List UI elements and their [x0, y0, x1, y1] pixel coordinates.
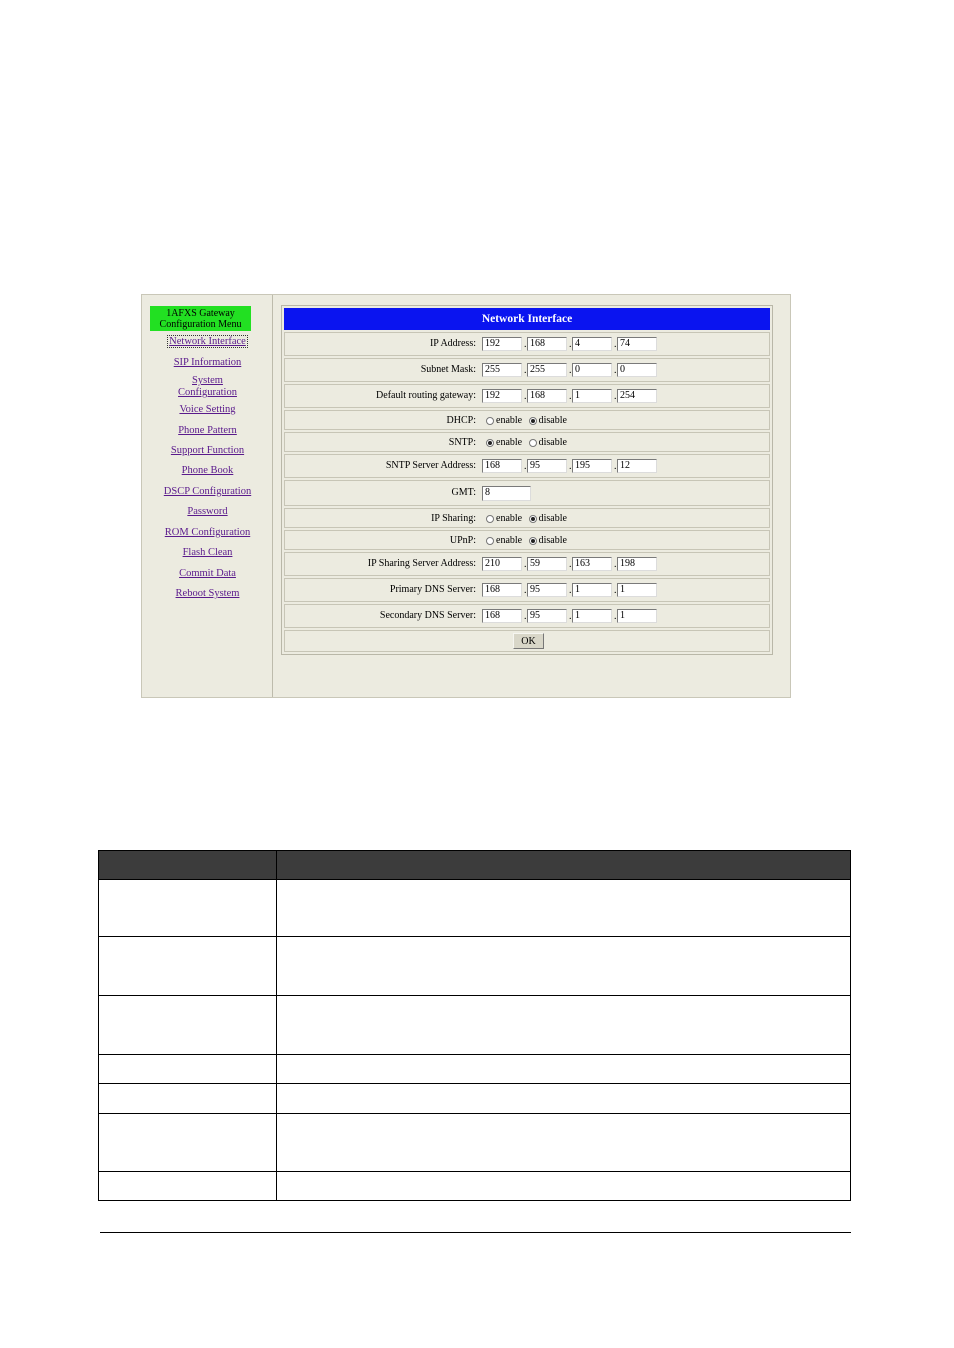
primary-dns-octet-2[interactable]: 95: [527, 583, 567, 597]
ip-address-row: IP Address: 192 . 168 . 4 . 74: [284, 332, 770, 356]
secondary-dns-label: Secondary DNS Server:: [379, 610, 476, 621]
table-row: [99, 996, 851, 1055]
sidebar-item-flash-clean[interactable]: Flash Clean: [182, 547, 233, 558]
table-header-row: [99, 851, 851, 880]
sidebar-item-phone-pattern[interactable]: Phone Pattern: [178, 425, 237, 436]
upnp-enable-radio[interactable]: [486, 537, 494, 545]
sidebar-item-network-interface[interactable]: [142, 336, 273, 348]
ip-sharing-row: [284, 508, 770, 528]
table-header-cell: [99, 851, 277, 880]
upnp-label: UPnP:: [449, 535, 476, 546]
ip-address-octet-3[interactable]: 4: [572, 337, 612, 351]
upnp-row: [284, 530, 770, 550]
sntp-server-octet-2[interactable]: 95: [527, 459, 567, 473]
ip-address-octet-2[interactable]: 168: [527, 337, 567, 351]
sntp-server-octet-3[interactable]: 195: [572, 459, 612, 473]
secondary-dns-octet-4[interactable]: 1: [617, 609, 657, 623]
sntp-server-label: SNTP Server Address:: [385, 460, 476, 471]
default-gateway-label: Default routing gateway:: [376, 390, 476, 401]
sntp-disable-radio[interactable]: [529, 439, 537, 447]
sidebar-item-support-function[interactable]: Support Function: [170, 445, 245, 456]
sntp-server-row: SNTP Server Address: 168 . 95 . 195 . 12: [284, 454, 770, 478]
menu-title-line2: Configuration Menu: [159, 319, 242, 330]
secondary-dns-octet-2[interactable]: 95: [527, 609, 567, 623]
ip-sharing-server-octet-4[interactable]: 198: [617, 557, 657, 571]
ip-sharing-enable-radio[interactable]: [486, 515, 494, 523]
ip-address-label: IP Address:: [429, 338, 476, 349]
dhcp-disable-label: disable: [538, 415, 567, 426]
sidebar-item-reboot-system[interactable]: Reboot System: [175, 588, 240, 599]
sntp-enable-label: enable: [496, 437, 523, 448]
secondary-dns-octet-1[interactable]: 168: [482, 609, 522, 623]
ip-address-octet-1[interactable]: 192: [482, 337, 522, 351]
table-row: [99, 937, 851, 996]
dhcp-label: DHCP:: [446, 415, 476, 426]
sntp-row: [284, 432, 770, 452]
default-gateway-row: Default routing gateway: 192 . 168 . 1 . 254: [284, 384, 770, 408]
secondary-dns-octet-3[interactable]: 1: [572, 609, 612, 623]
dhcp-row: [284, 410, 770, 430]
ip-sharing-server-label: IP Sharing Server Address:: [367, 558, 476, 569]
ip-sharing-label: IP Sharing:: [431, 513, 476, 524]
sntp-disable-label: disable: [538, 437, 567, 448]
sntp-server-octet-1[interactable]: 168: [482, 459, 522, 473]
sntp-label: SNTP:: [448, 437, 476, 448]
secondary-dns-row: Secondary DNS Server: 168 . 95 . 1 . 1: [284, 604, 770, 628]
upnp-disable-radio[interactable]: [529, 537, 537, 545]
upnp-disable-label: disable: [538, 535, 567, 546]
ip-sharing-disable-label: disable: [538, 513, 567, 524]
default-gateway-octet-4[interactable]: 254: [617, 389, 657, 403]
sidebar-item-voice-setting[interactable]: Voice Setting: [179, 404, 236, 415]
sidebar-item-sip-information[interactable]: SIP Information: [173, 357, 242, 368]
ip-sharing-server-octet-1[interactable]: 210: [482, 557, 522, 571]
sidebar-item-password[interactable]: Password: [187, 506, 228, 517]
ip-address-octet-4[interactable]: 74: [617, 337, 657, 351]
primary-dns-label: Primary DNS Server:: [389, 584, 476, 595]
ok-button[interactable]: OK: [513, 633, 544, 649]
default-gateway-octet-1[interactable]: 192: [482, 389, 522, 403]
screenshot-figure: [141, 294, 791, 698]
network-interface-panel: [281, 305, 773, 655]
sidebar-item-label: Network Interface: [169, 336, 246, 347]
ip-sharing-disable-radio[interactable]: [529, 515, 537, 523]
table-row: [99, 1114, 851, 1172]
dhcp-enable-radio[interactable]: [486, 417, 494, 425]
primary-dns-octet-4[interactable]: 1: [617, 583, 657, 597]
footer-rule: [100, 1232, 851, 1233]
menu-title: [150, 306, 251, 331]
sidebar-item-system[interactable]: System: [192, 375, 223, 386]
sidebar-item-configuration[interactable]: Configuration: [178, 387, 237, 398]
primary-dns-octet-3[interactable]: 1: [572, 583, 612, 597]
table-header-cell: [277, 851, 851, 880]
ip-sharing-server-octet-2[interactable]: 59: [527, 557, 567, 571]
menu-title-line1: 1AFXS Gateway: [166, 308, 235, 319]
sidebar-item-rom-configuration[interactable]: ROM Configuration: [164, 527, 251, 538]
subnet-mask-octet-1[interactable]: 255: [482, 363, 522, 377]
subnet-mask-octet-3[interactable]: 0: [572, 363, 612, 377]
default-gateway-octet-2[interactable]: 168: [527, 389, 567, 403]
primary-dns-row: Primary DNS Server: 168 . 95 . 1 . 1: [284, 578, 770, 602]
table-row: [99, 1084, 851, 1114]
panel-title: Network Interface: [284, 308, 770, 330]
description-table: [98, 850, 851, 1201]
sntp-enable-radio[interactable]: [486, 439, 494, 447]
gmt-field[interactable]: 8: [482, 486, 531, 501]
dhcp-disable-radio[interactable]: [529, 417, 537, 425]
dhcp-enable-label: enable: [496, 415, 523, 426]
upnp-enable-label: enable: [496, 535, 523, 546]
subnet-mask-octet-2[interactable]: 255: [527, 363, 567, 377]
table-row: [99, 880, 851, 937]
subnet-mask-row: Subnet Mask: 255 . 255 . 0 . 0: [284, 358, 770, 382]
table-row: [99, 1055, 851, 1084]
subnet-mask-label: Subnet Mask:: [420, 364, 476, 375]
gmt-label: GMT:: [451, 487, 476, 498]
ip-sharing-server-row: IP Sharing Server Address: 210 . 59 . 163 . 198: [284, 552, 770, 576]
primary-dns-octet-1[interactable]: 168: [482, 583, 522, 597]
sidebar-item-commit-data[interactable]: Commit Data: [179, 568, 236, 579]
sidebar-item-dscp-configuration[interactable]: DSCP Configuration: [163, 486, 252, 497]
sidebar-menu: [142, 295, 273, 697]
ip-sharing-enable-label: enable: [496, 513, 523, 524]
ip-sharing-server-octet-3[interactable]: 163: [572, 557, 612, 571]
subnet-mask-octet-4[interactable]: 0: [617, 363, 657, 377]
sidebar-item-phone-book[interactable]: Phone Book: [181, 465, 234, 476]
gmt-row: [284, 480, 770, 506]
ok-row: [284, 630, 770, 652]
table-row: [99, 1172, 851, 1201]
default-gateway-octet-3[interactable]: 1: [572, 389, 612, 403]
sntp-server-octet-4[interactable]: 12: [617, 459, 657, 473]
